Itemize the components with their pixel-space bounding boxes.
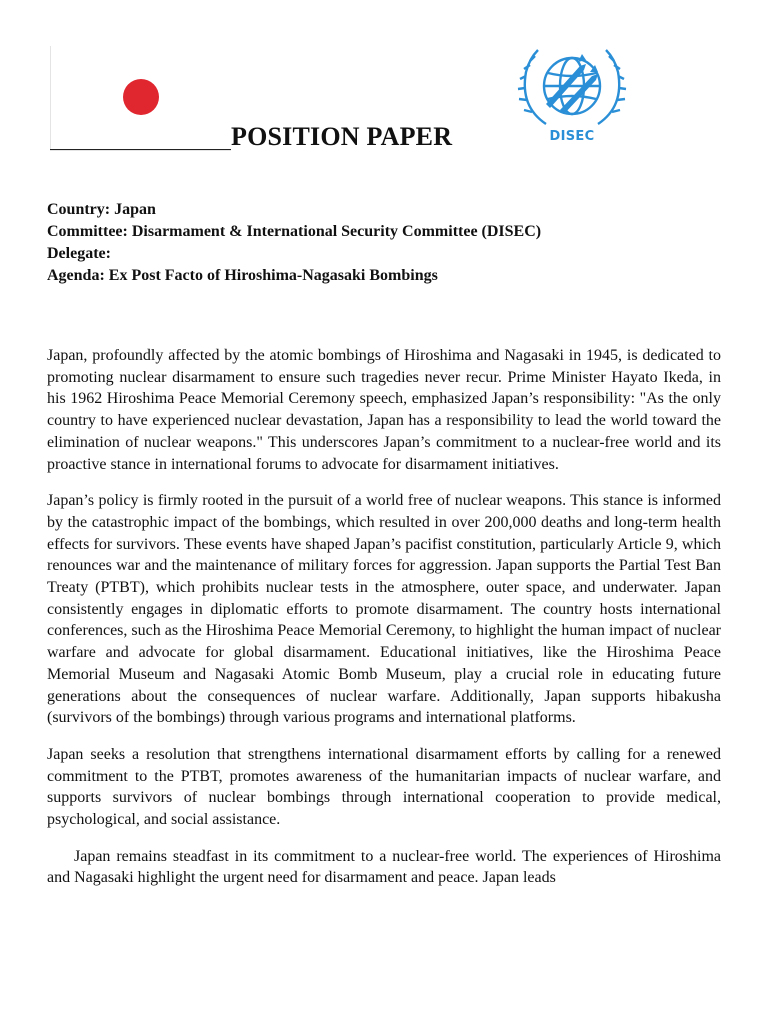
title-underline — [50, 149, 231, 150]
logo-label: DISEC — [549, 129, 595, 144]
paragraph-resolution: Japan seeks a resolution that strengthens international disarmament efforts by calling for a renewed commitment to the PTBT, promotes awareness of the humanitarian impacts of nuclear warfare, and supports survivors of nuclear bombings through international cooperation to provide medical, psychological, and social assistance. — [47, 745, 721, 829]
flag-red-disc — [123, 79, 159, 115]
paragraph-policy: Japan’s policy is firmly rooted in the pursuit of a world free of nuclear weapons. This stance is informed by the catastrophic impact of the bombings, which resulted in over 200,000 deaths and long-term health effects for survivors. These events have shaped Japan’s pacifist constitution, particularly Article 9, which renounces war and the maintenance of military forces for aggression. Japan supports the Partial Test Ban Treaty (PTBT), which prohibits nuclear tests in the atmosphere, outer space, and underwater. Japan consistently engages in diplomatic efforts to promote disarmament. The country hosts international conferences, such as the Hiroshima Peace Memorial Ceremony, to highlight the human impact of nuclear warfare and advocate for global disarmament. Educational initiatives, like the Hiroshima Peace Memorial Museum and Nagasaki Atomic Bomb Museum, play a crucial role in educating future generations about the consequences of nuclear warfare. Additionally, Japan supports hibakusha (survivors of the bombings) through various programs and international platforms. — [47, 492, 721, 727]
meta-block — [47, 199, 727, 287]
paragraph-conclusion: Japan remains steadfast in its commitment to a nuclear-free world. The experiences of Hiroshima and Nagasaki highlight the urgent need for disarmament and peace. Japan leads — [47, 847, 721, 887]
agenda-line: Agenda: Ex Post Facto of Hiroshima-Nagasaki Bombings — [47, 267, 438, 284]
committee-line: Committee: Disarmament & International Security Committee (DISEC) — [47, 223, 542, 240]
emblem-graphic — [516, 46, 628, 130]
page-title: POSITION PAPER — [231, 122, 453, 151]
delegate-line: Delegate: — [47, 245, 111, 262]
paragraph-introduction: Japan, profoundly affected by the atomic bombings of Hiroshima and Nagasaki in 1945, is dedicated to promoting nuclear disarmament to ensure such tragedies never recur. Prime Minister Hayato Ikeda, in his 1962 Hiroshima Peace Memorial Ceremony speech, emphasized Japan’s responsibility: "As the only country to have experienced nuclear devastation, Japan has a responsibility to lead the world toward the elimination of nuclear weapons." This underscores Japan’s commitment to a nuclear-free world and its proactive stance in international forums to advocate for disarmament initiatives. — [47, 347, 721, 473]
body-text — [47, 345, 721, 904]
un-disec-emblem-icon — [516, 46, 628, 150]
japan-flag-icon — [50, 46, 231, 151]
country-line: Country: Japan — [47, 201, 156, 218]
